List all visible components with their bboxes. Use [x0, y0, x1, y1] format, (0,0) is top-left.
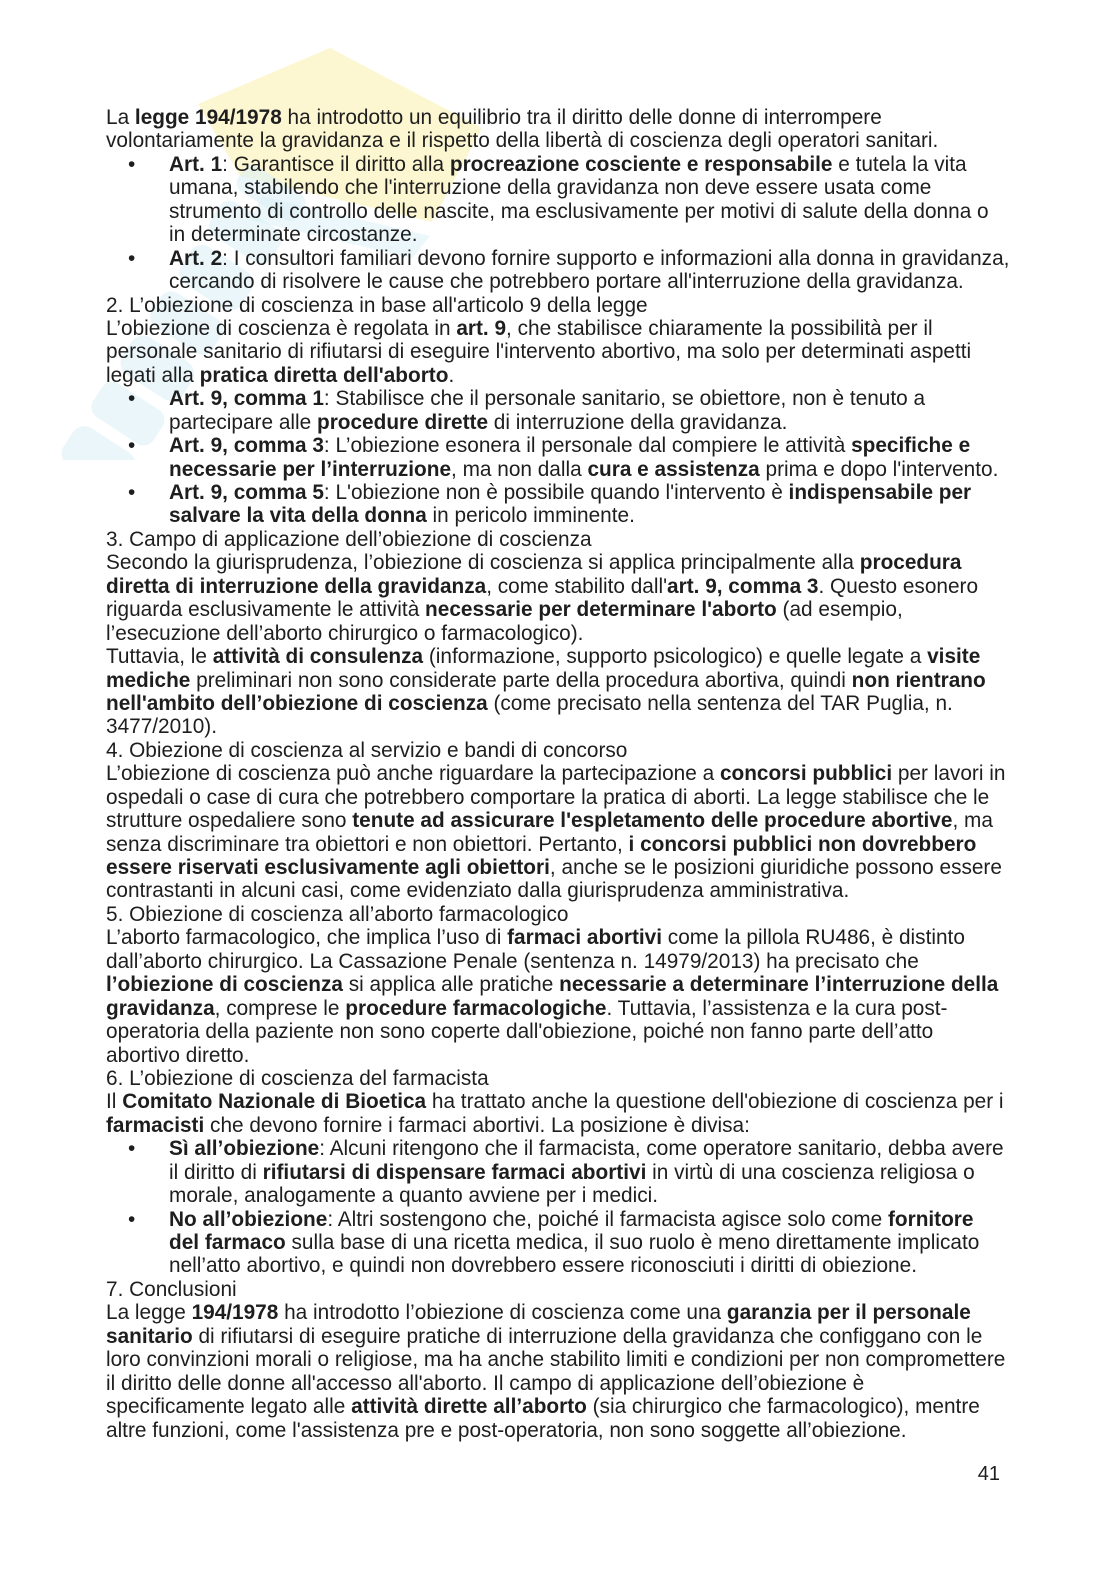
- text-line: [106, 551, 1016, 574]
- bold-text: visite: [927, 645, 981, 669]
- text-line: [106, 645, 1016, 668]
- text-run: di rifiutarsi di eseguire pratiche di interruzione della gravidanza che configgano con le: [192, 1324, 983, 1348]
- text-line: [106, 340, 1016, 363]
- bold-text: Art. 9, comma 5: [169, 481, 324, 504]
- text-line: [106, 997, 1016, 1020]
- text-run: morale, analogamente a quanto avviene per i medici.: [169, 1184, 659, 1208]
- text-run: : Garantisce il diritto alla: [222, 152, 450, 176]
- text-run: L’obiezione di coscienza può anche riguardare la partecipazione a: [106, 762, 720, 786]
- bold-text: procedura: [859, 551, 962, 575]
- text-line: [106, 364, 1016, 387]
- bold-text: procedure farmacologiche: [345, 996, 607, 1020]
- text-line: [106, 809, 1016, 832]
- text-line: [106, 317, 1016, 340]
- document-body: [106, 106, 1016, 1442]
- page-number: 41: [977, 1463, 1000, 1485]
- section-5: [106, 903, 1016, 1067]
- text-run: abortivo diretto.: [106, 1043, 250, 1067]
- section-4: [106, 739, 1016, 903]
- text-line: [106, 669, 1016, 692]
- text-line: [169, 1161, 1016, 1184]
- text-run: che devono fornire i farmaci abortivi. La posizione è divisa:: [204, 1113, 750, 1137]
- text-line: [169, 270, 1016, 293]
- text-run: .: [448, 363, 455, 387]
- text-line: [106, 1114, 1016, 1137]
- text-line: [106, 622, 1016, 645]
- text-run: strutture ospedaliere sono: [106, 809, 353, 833]
- text-line: [106, 1301, 1016, 1324]
- text-run: legati alla: [106, 363, 200, 387]
- text-run: specificamente legato alle: [106, 1395, 352, 1419]
- paragraph: [106, 1090, 1016, 1137]
- text-run: L’obiezione di coscienza è regolata in: [106, 316, 457, 340]
- bold-text: rifiutarsi di dispensare farmaci abortivi: [262, 1160, 647, 1184]
- bold-text: art. 9, comma 3: [667, 574, 819, 598]
- text-run: altre funzioni, come l'assistenza pre e post-operatoria, non sono soggette all’obiezione.: [106, 1418, 907, 1442]
- paragraph: [106, 1301, 1016, 1442]
- section-7: [106, 1278, 1016, 1442]
- bold-text: art. 9: [456, 316, 507, 340]
- text-run: si applica alle pratiche: [342, 973, 560, 997]
- section-heading: 7. Conclusioni: [106, 1277, 237, 1301]
- list-item: [106, 1137, 1016, 1207]
- bold-text: specifiche e: [851, 434, 971, 458]
- bold-text: procreazione cosciente e responsabile: [449, 152, 833, 176]
- text-line: [106, 833, 1016, 856]
- text-line: [106, 129, 1016, 152]
- text-line: [106, 715, 1016, 738]
- text-line: [106, 879, 1016, 902]
- text-run: in pericolo imminente.: [426, 504, 635, 528]
- text-run: (sia chirurgico che farmacologico), mentre: [586, 1395, 980, 1419]
- text-run: nell’atto abortivo, e quindi non dovrebbero essere riconosciuti i diritti di obiezione.: [169, 1254, 917, 1278]
- text-line: [169, 1184, 1016, 1207]
- text-run: , ma: [952, 809, 993, 833]
- text-line: [169, 176, 1016, 199]
- bold-text: Sì all’obiezione: [169, 1137, 320, 1161]
- paragraph: [106, 926, 1016, 1067]
- text-line: [169, 247, 1016, 270]
- text-run: , che stabilisce chiaramente la possibilità per il: [506, 316, 933, 340]
- text-line: [106, 1325, 1016, 1348]
- bold-text: del farmaco: [169, 1231, 286, 1254]
- bold-text: necessarie per l’interruzione: [169, 457, 452, 481]
- text-run: L’aborto farmacologico, che implica l’uso di: [106, 926, 508, 950]
- section-6: [106, 1067, 1016, 1278]
- text-line: [106, 1348, 1016, 1371]
- text-run: 3477/2010).: [106, 715, 218, 739]
- paragraph: [106, 317, 1016, 387]
- text-run: : L'obiezione non è possibile quando l'intervento è: [323, 481, 789, 504]
- bold-text: gravidanza: [106, 996, 215, 1020]
- text-run: in virtù di una coscienza religiosa o: [646, 1160, 975, 1184]
- section-2: [106, 294, 1016, 528]
- paragraph: [106, 551, 1016, 645]
- text-line: [169, 1137, 1016, 1160]
- text-run: : Alcuni ritengono che il farmacista, come operatore sanitario, debba avere: [319, 1137, 1004, 1161]
- list-bullet: •: [128, 246, 136, 270]
- paragraph: [106, 106, 1016, 153]
- bold-text: l’obiezione di coscienza: [106, 973, 343, 997]
- text-run: : Altri sostengono che, poiché il farmacista agisce solo come: [327, 1207, 888, 1231]
- list-bullet: •: [128, 434, 136, 458]
- text-run: partecipare alle: [169, 410, 317, 434]
- text-run: strumento di controllo delle nascite, ma esclusivamente per motivi di salute della donna o: [169, 199, 989, 223]
- section-heading: 5. Obiezione di coscienza all’aborto farmacologico: [106, 902, 569, 926]
- bold-text: nell'ambito dell’obiezione di coscienza: [106, 691, 488, 715]
- text-line: [169, 1208, 1016, 1231]
- text-run: sulla base di una ricetta medica, il suo ruolo è meno direttamente implicato: [285, 1231, 980, 1254]
- bold-text: concorsi pubblici: [719, 762, 893, 786]
- text-line: [106, 786, 1016, 809]
- bold-text: non rientrano: [851, 668, 986, 692]
- list-bullet: •: [128, 1137, 136, 1161]
- text-line: [106, 1395, 1016, 1418]
- text-run: (informazione, supporto psicologico) e quelle legate a: [423, 645, 928, 669]
- text-run: volontariamente la gravidanza e il rispetto della libertà di coscienza degli operatori sanitari.: [106, 129, 939, 153]
- text-run: loro convinzioni morali o religiose, ma ha anche stabilito limiti e condizioni per non compromettere: [106, 1348, 1006, 1372]
- text-line: [169, 1254, 1016, 1277]
- text-run: personale sanitario di rifiutarsi di eseguire l'intervento abortivo, ma solo per determinati aspetti: [106, 340, 972, 364]
- text-run: : Stabilisce che il personale sanitario, se obiettore, non è tenuto a: [323, 387, 926, 411]
- text-run: Tuttavia, le: [106, 645, 213, 669]
- list-item: [106, 434, 1016, 481]
- section-3: [106, 528, 1016, 739]
- text-line: [106, 1372, 1016, 1395]
- bold-text: Art. 2: [169, 246, 223, 270]
- paragraph: [106, 645, 1016, 739]
- text-run: prima e dopo l'intervento.: [759, 457, 999, 481]
- text-run: senza discriminare tra obiettori e non obiettori. Pertanto,: [106, 832, 629, 856]
- text-line: [169, 458, 1016, 481]
- text-line: [169, 153, 1016, 176]
- list-item: [106, 153, 1016, 247]
- text-line: [106, 926, 1016, 949]
- section-heading: 6. L’obiezione di coscienza del farmacista: [106, 1066, 489, 1090]
- bold-text: essere riservati esclusivamente agli obiettori: [106, 856, 550, 879]
- text-run: riguarda esclusivamente le attività: [106, 598, 426, 622]
- list-bullet: •: [128, 152, 136, 176]
- bold-text: procedure dirette: [316, 410, 489, 434]
- text-run: : I consultori familiari devono fornire supporto e informazioni alla donna in gravidanza,: [222, 246, 1010, 270]
- bold-text: farmacisti: [106, 1113, 205, 1137]
- text-run: . Tuttavia, l’assistenza e la cura post-: [606, 996, 948, 1020]
- text-run: ospedali o case di cura che potrebbero comportare la pratica di aborti. La legge stabilisce che le: [106, 785, 990, 809]
- section-heading: 4. Obiezione di coscienza al servizio e bandi di concorso: [106, 738, 628, 762]
- bold-text: garanzia per il personale: [726, 1301, 971, 1325]
- list-item: [106, 387, 1016, 434]
- text-line: [106, 106, 1016, 129]
- text-line: [106, 856, 1016, 879]
- text-run: (come precisato nella sentenza del TAR Puglia, n.: [487, 691, 953, 715]
- text-run: ha trattato anche la questione dell'obiezione di coscienza per i: [426, 1090, 1004, 1114]
- text-line: [106, 1419, 1016, 1442]
- text-line: [106, 1044, 1016, 1067]
- section-heading: 2. L’obiezione di coscienza in base all'articolo 9 della legge: [106, 293, 648, 317]
- text-line: [169, 200, 1016, 223]
- text-run: , comprese le: [214, 996, 346, 1020]
- bold-text: attività dirette all’aborto: [351, 1395, 587, 1419]
- text-run: , come stabilito dall': [486, 574, 668, 598]
- text-line: [106, 1090, 1016, 1113]
- text-run: . Questo esonero: [818, 574, 979, 598]
- bold-text: fornitore: [887, 1207, 974, 1231]
- text-run: La: [106, 106, 135, 129]
- text-run: dall’aborto chirurgico. La Cassazione Penale (sentenza n. 14979/2013) ha precisato che: [106, 949, 919, 973]
- text-run: umana, stabilendo che l'interruzione della gravidanza non deve essere usata come: [169, 176, 932, 200]
- text-line: [169, 387, 1016, 410]
- list-bullet: •: [128, 387, 136, 411]
- bold-text: Comitato Nazionale di Bioetica: [122, 1090, 427, 1114]
- text-run: l’esecuzione dell’aborto chirurgico o farmacologico).: [106, 621, 584, 645]
- text-run: come la pillola RU486, è distinto: [662, 926, 965, 950]
- text-line: [169, 434, 1016, 457]
- text-run: il diritto di: [169, 1160, 263, 1184]
- text-line: [106, 598, 1016, 621]
- bold-text: Art. 9, comma 3: [169, 434, 324, 458]
- text-line: [106, 762, 1016, 785]
- text-run: ha introdotto un equilibrio tra il diritto delle donne di interrompere: [281, 106, 882, 129]
- bold-text: necessarie a determinare l’interruzione della: [559, 973, 999, 997]
- text-run: cercando di risolvere le cause che potrebbero portare all'interruzione della gravidanza.: [169, 270, 964, 294]
- bold-text: 194/1978: [191, 1301, 279, 1325]
- text-run: La legge: [106, 1301, 192, 1325]
- bold-text: necessarie per determinare l'aborto: [425, 598, 777, 622]
- text-run: , ma non dalla: [451, 457, 588, 481]
- text-run: contrastanti in alcuni casi, come evidenziato dalla giurisprudenza amministrativa.: [106, 879, 850, 903]
- text-run: e tutela la vita: [832, 152, 967, 176]
- bold-text: Art. 9, comma 1: [169, 387, 324, 411]
- bold-text: Art. 1: [169, 152, 223, 176]
- bold-text: No all’obiezione: [169, 1207, 328, 1231]
- bold-text: farmaci abortivi: [507, 926, 663, 950]
- bold-text: diretta di interruzione della gravidanza: [106, 574, 487, 598]
- bold-text: cura e assistenza: [587, 457, 760, 481]
- text-run: in determinate circostanze.: [169, 223, 418, 247]
- text-run: di interruzione della gravidanza.: [488, 410, 788, 434]
- section-intro: [106, 106, 1016, 294]
- bold-text: mediche: [106, 668, 191, 692]
- text-run: per lavori in: [892, 762, 1006, 786]
- section-heading: 3. Campo di applicazione dell’obiezione di coscienza: [106, 527, 592, 551]
- text-run: : L’obiezione esonera il personale dal compiere le attività: [323, 434, 852, 458]
- list-item: [106, 247, 1016, 294]
- text-run: il diritto delle donne all'accesso all'aborto. Il campo di applicazione dell’obiezione è: [106, 1371, 865, 1395]
- text-run: preliminari non sono considerate parte della procedura abortiva, quindi: [190, 668, 852, 692]
- text-line: [169, 411, 1016, 434]
- list-bullet: •: [128, 1207, 136, 1231]
- list-item: [106, 1208, 1016, 1278]
- bold-text: pratica diretta dell'aborto: [199, 363, 449, 387]
- list-bullet: •: [128, 481, 136, 504]
- text-run: ha introdotto l’obiezione di coscienza come una: [278, 1301, 727, 1325]
- text-run: Secondo la giurisprudenza, l’obiezione di coscienza si applica principalmente alla: [106, 551, 860, 575]
- text-run: operatoria della paziente non sono coperte dall'obiezione, poiché non fanno parte dell’atto: [106, 1020, 934, 1044]
- text-line: [169, 481, 1016, 504]
- bold-text: attività di consulenza: [212, 645, 424, 669]
- bold-text: legge 194/1978: [134, 106, 282, 129]
- text-line: [169, 504, 1016, 527]
- text-run: (ad esempio,: [776, 598, 903, 622]
- text-line: [106, 950, 1016, 973]
- bold-text: indispensabile per: [788, 481, 972, 504]
- bold-text: salvare la vita della donna: [169, 504, 427, 528]
- text-line: [106, 973, 1016, 996]
- bold-text: sanitario: [106, 1324, 193, 1348]
- bold-text: i concorsi pubblici non dovrebbero: [628, 832, 977, 856]
- text-line: [169, 223, 1016, 246]
- text-line: [106, 692, 1016, 715]
- paragraph: [106, 762, 1016, 903]
- text-line: [106, 575, 1016, 598]
- text-line: [106, 1020, 1016, 1043]
- text-run: , anche se le posizioni giuridiche possono essere: [549, 856, 1002, 879]
- list-item: [106, 481, 1016, 528]
- text-run: Il: [106, 1090, 123, 1114]
- bold-text: tenute ad assicurare l'espletamento delle procedure abortive: [352, 809, 953, 833]
- text-line: [169, 1231, 1016, 1254]
